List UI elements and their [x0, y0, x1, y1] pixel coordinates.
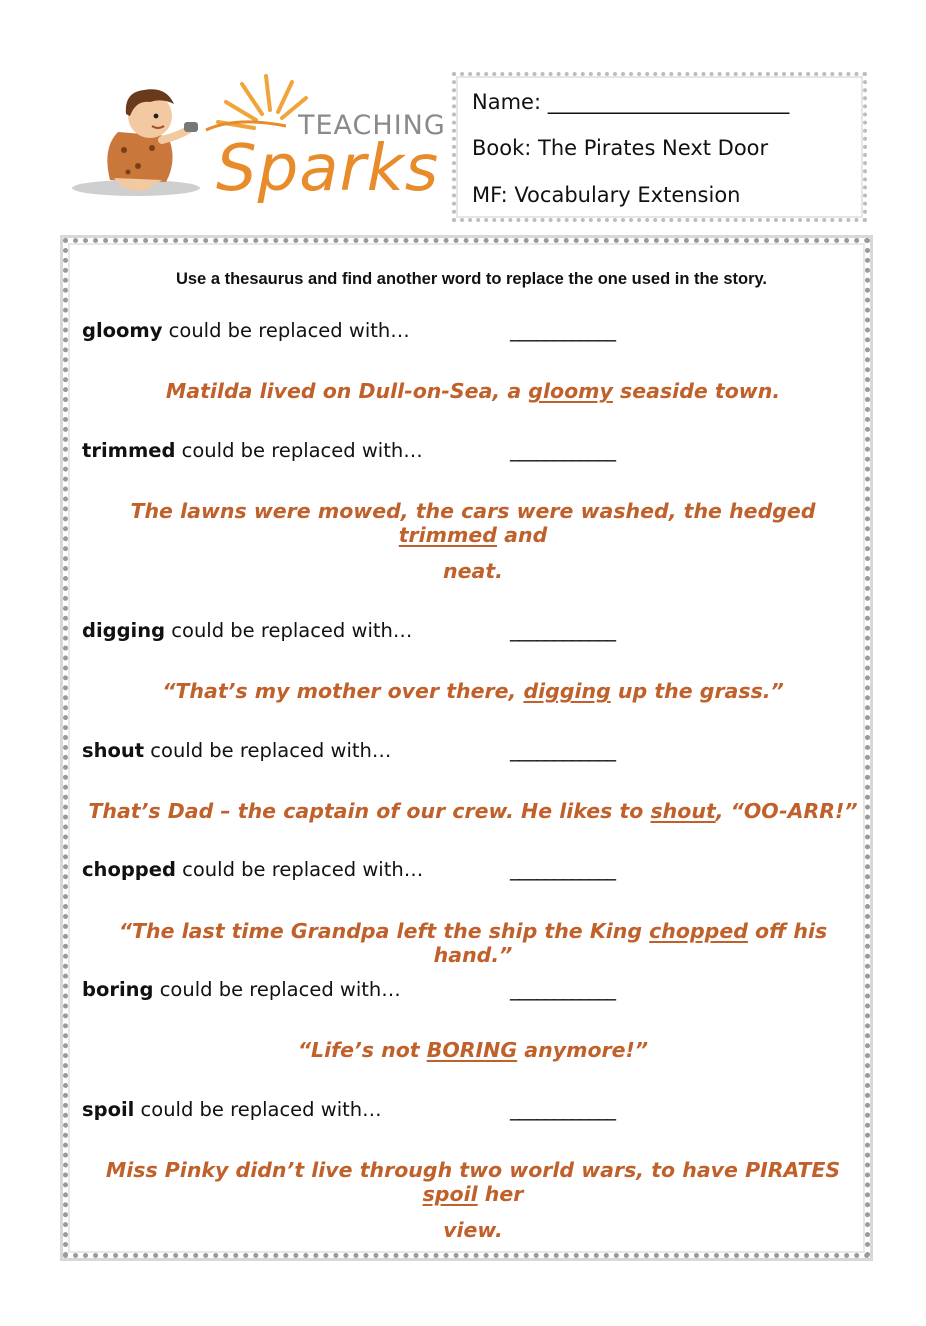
quote-underlined-word: gloomy — [528, 379, 613, 403]
target-word: boring — [82, 978, 154, 1001]
instruction-text: Use a thesaurus and find another word to replace the one used in the story. — [175, 270, 768, 288]
quote-text: “Life’s not — [297, 1038, 427, 1062]
prompt-text: could be replaced with… — [165, 619, 413, 642]
question-row — [82, 1098, 842, 1126]
quote-text: off his hand.” — [433, 919, 828, 967]
answer-blank[interactable]: ____________ — [510, 1098, 615, 1121]
prompt-text: could be replaced with… — [153, 978, 401, 1001]
story-quote-continued: view. — [443, 1218, 503, 1242]
target-word: chopped — [82, 858, 176, 881]
quote-underlined-word: chopped — [649, 919, 748, 943]
story-quote-continued: neat. — [443, 559, 503, 583]
quote-text: and — [497, 523, 548, 547]
prompt-text: could be replaced with… — [162, 319, 410, 342]
quote-text: , “OO-ARR!” — [715, 799, 858, 823]
book-title: Book: The Pirates Next Door — [472, 136, 769, 160]
quote-underlined-word: spoil — [422, 1182, 478, 1206]
story-quote — [78, 1038, 868, 1062]
quote-text: seaside town. — [612, 379, 781, 403]
quote-text: up the grass.” — [610, 679, 784, 703]
story-quote — [78, 1158, 868, 1206]
logo-teaching-text: TEACHING — [298, 110, 446, 141]
header-info-box — [452, 72, 867, 222]
target-word: trimmed — [82, 439, 176, 462]
quote-underlined-word: digging — [523, 679, 611, 703]
question-row — [82, 619, 842, 647]
answer-blank[interactable]: ____________ — [510, 739, 615, 762]
target-word: gloomy — [82, 319, 163, 342]
answer-blank[interactable]: ____________ — [510, 319, 615, 342]
question-row — [82, 978, 842, 1006]
quote-text: anymore!” — [517, 1038, 649, 1062]
teaching-sparks-logo — [66, 70, 446, 220]
story-quote — [78, 919, 868, 967]
quote-text: The lawns were mowed, the cars were washed, the hedged — [130, 499, 816, 523]
prompt-text: could be replaced with… — [175, 439, 423, 462]
answer-blank[interactable]: ____________ — [510, 619, 615, 642]
prompt-text: could be replaced with… — [175, 858, 424, 881]
mf-subtitle: MF: Vocabulary Extension — [472, 183, 741, 207]
target-word: spoil — [82, 1098, 135, 1121]
worksheet-box — [63, 238, 870, 1258]
quote-underlined-word: trimmed — [398, 523, 497, 547]
answer-blank[interactable]: ____________ — [510, 978, 615, 1001]
story-quote — [78, 379, 868, 403]
quote-text: “That’s my mother over there, — [162, 679, 524, 703]
story-quote — [78, 679, 868, 703]
story-quote — [78, 499, 868, 547]
answer-blank[interactable]: ____________ — [510, 439, 615, 462]
target-word: shout — [82, 739, 145, 762]
quote-underlined-word: BORING — [426, 1038, 518, 1062]
prompt-text: could be replaced with… — [134, 1098, 382, 1121]
question-row — [82, 739, 842, 767]
question-row — [82, 319, 842, 347]
quote-text: Matilda lived on Dull-on-Sea, a — [165, 379, 529, 403]
quote-underlined-word: shout — [650, 799, 716, 823]
answer-blank[interactable]: ____________ — [510, 858, 615, 881]
prompt-text: could be replaced with… — [144, 739, 392, 762]
quote-text: her — [477, 1182, 524, 1206]
quote-text: That’s Dad – the captain of our crew. He likes to — [88, 799, 651, 823]
story-quote — [78, 799, 868, 823]
target-word: digging — [82, 619, 166, 642]
name-field-label: Name: _______________________ — [472, 90, 790, 114]
question-row — [82, 439, 842, 467]
quote-text: “The last time Grandpa left the ship the King — [118, 919, 650, 943]
question-row — [82, 858, 842, 886]
quote-text: Miss Pinky didn’t live through two world wars, to have PIRATES — [105, 1158, 841, 1182]
logo-sparks-text: Sparks — [216, 132, 440, 206]
